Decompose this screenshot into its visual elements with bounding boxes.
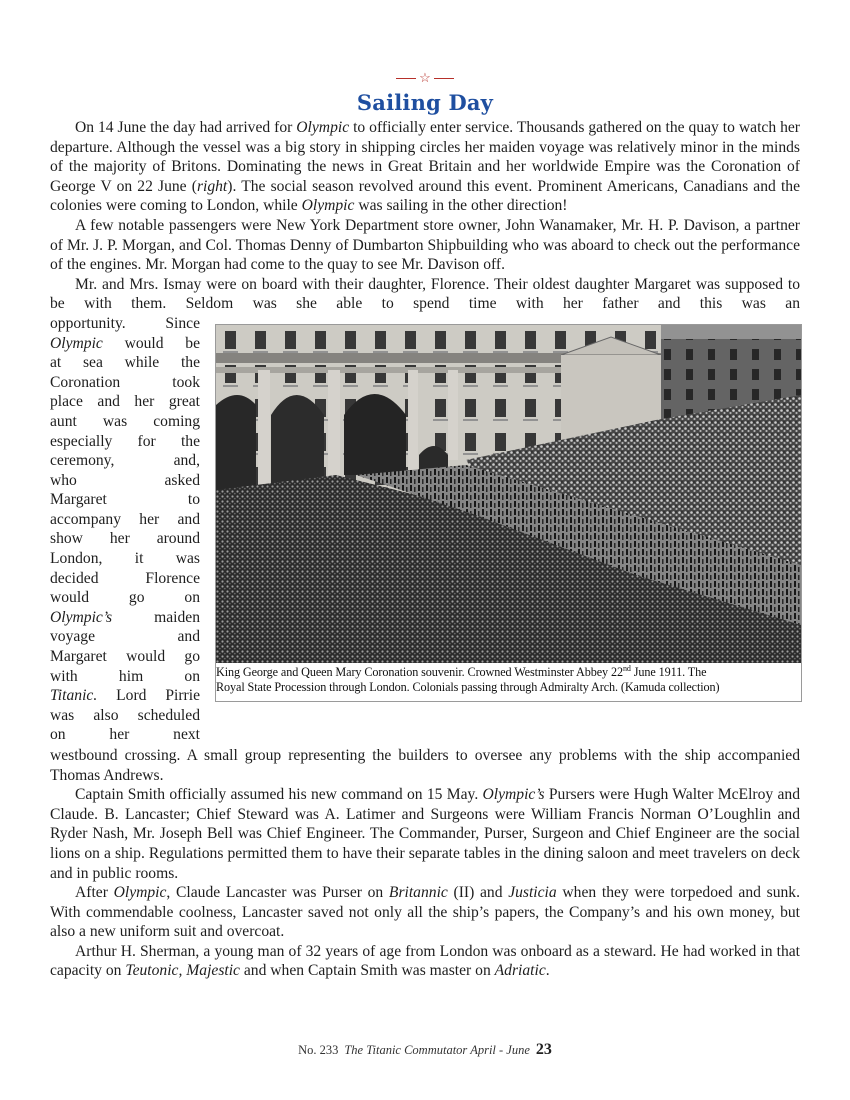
- side-column-line: Margaret would go: [50, 648, 200, 666]
- side-column-line: ceremony, and,: [50, 452, 200, 470]
- ship-name: Adriatic: [494, 962, 546, 980]
- paragraph-4: Captain Smith officially assumed his new command on 15 May. Olympic’s Pursers were Hugh Walter McElroy and Claude. B. Lancaster; Chief Steward was A. Latimer and Surgeons were William Francis Norman O’Loughlin and Ryder Nash, Mr. Joseph Bell was Chief Engineer. The Commander, Purser, Surgeon and Chief Engineer are the social lions on a ship. Regulations permitted them to have their separate tables in the dining saloon and meet travelers on deck and in public rooms.: [50, 786, 800, 882]
- ornament-rule-left: [396, 78, 416, 79]
- side-column-line: place and her great: [50, 393, 200, 411]
- page-number: 23: [535, 1041, 552, 1058]
- side-column-line: on her next: [50, 726, 200, 744]
- side-column-line: would go on: [50, 589, 200, 607]
- side-column-line: Margaret to: [50, 491, 200, 509]
- ship-name: Olympic’s: [482, 786, 545, 804]
- star-icon: ☆: [419, 70, 431, 85]
- magazine-name: The Titanic Commutator April - June: [344, 1043, 530, 1057]
- side-column-line: Olympic’s maiden: [50, 608, 200, 626]
- paragraph-3-intro: Mr. and Mrs. Ismay were on board with their daughter, Florence. Their oldest daughter Margaret was supposed to be with them. Seldom was she able to spend time with her father and this was an: [50, 275, 800, 313]
- coronation-photo: [216, 325, 801, 663]
- side-column-line: Titanic. Lord Pirrie: [50, 687, 200, 705]
- ornament-rule-right: [434, 78, 454, 79]
- ship-name: Olympic: [113, 884, 167, 902]
- side-column-line: was also scheduled: [50, 706, 200, 724]
- side-column-line: Olympic would be: [50, 334, 200, 352]
- ship-name: Britannic: [388, 884, 448, 902]
- side-column-line: at sea while the: [50, 354, 200, 372]
- caption-line-2: Royal State Procession through London. Colonials passing through Admiralty Arch. (Kamuda collection): [216, 679, 720, 694]
- article-title: Sailing Day: [356, 90, 494, 115]
- photo-illustration: [216, 325, 801, 663]
- wrapped-section: [50, 314, 800, 746]
- paragraph-3-side-column: [50, 314, 200, 745]
- side-column-line: London, it was: [50, 550, 200, 568]
- paragraph-5: After Olympic, Claude Lancaster was Purser on Britannic (II) and Justicia when they were torpedoed and sunk. With commendable coolness, Lancaster saved not only all the ship’s papers, the Company’s and his own money, but also a new uniform suit and overcoat.: [50, 884, 800, 941]
- ship-name: Justicia: [508, 884, 557, 902]
- side-column-line: opportunity. Since: [50, 314, 200, 332]
- paragraph-3-end: westbound crossing. A small group representing the builders to oversee any problems with the ship accompanied Thomas Andrews.: [50, 746, 800, 784]
- paragraph-2: A few notable passengers were New York Department store owner, John Wanamaker, Mr. H. P. Davison, a partner of Mr. J. P. Morgan, and Col. Thomas Denny of Dumbarton Shipbuilding who was aboard to check out the performance of the engines. Mr. Morgan had come to the quay to see Mr. Davison off.: [50, 216, 800, 274]
- side-column-line: show her around: [50, 530, 200, 548]
- figure: [215, 324, 802, 702]
- side-column-line: especially for the: [50, 432, 200, 450]
- side-column-line: voyage and: [50, 628, 200, 646]
- article-page: [50, 68, 800, 981]
- side-column-line: with him on: [50, 667, 200, 685]
- side-column-line: accompany her and: [50, 510, 200, 528]
- page-footer: [0, 1041, 850, 1059]
- side-column-line: aunt was coming: [50, 412, 200, 430]
- figure-caption: [216, 663, 801, 701]
- side-column-line: who asked: [50, 471, 200, 489]
- issue-number: No. 233: [298, 1043, 339, 1057]
- caption-line-1: King George and Queen Mary Coronation souvenir. Crowned Westminster Abbey 22nd June 1911. The: [216, 663, 707, 679]
- ship-name: Olympic: [296, 119, 350, 136]
- ship-name: Olympic: [301, 197, 355, 215]
- side-column-line: Coronation took: [50, 373, 200, 391]
- paragraph-6: Arthur H. Sherman, a young man of 32 years of age from London was onboard as a steward. He had worked in that capacity on Teutonic, Majestic and when Captain Smith was master on Adriatic.: [50, 942, 800, 980]
- side-column-line: decided Florence: [50, 569, 200, 587]
- ship-names: Teutonic, Majestic: [125, 962, 240, 980]
- title-ornament: [50, 68, 800, 88]
- paragraph-1: On 14 June the day had arrived for Olympic to officially enter service. Thousands gathered on the quay to watch her departure. Although the vessel was a big story in shipping circles her maiden voyage was relatively minor in the minds of the majority of Britons. Dominating the news in Great Britain and her worldwide Empire was the Coronation of George V on 22 June (right). The social season revolved around this event. Prominent Americans, Canadians and the colonies were coming to London, while Olympic was sailing in the other direction!: [50, 119, 800, 215]
